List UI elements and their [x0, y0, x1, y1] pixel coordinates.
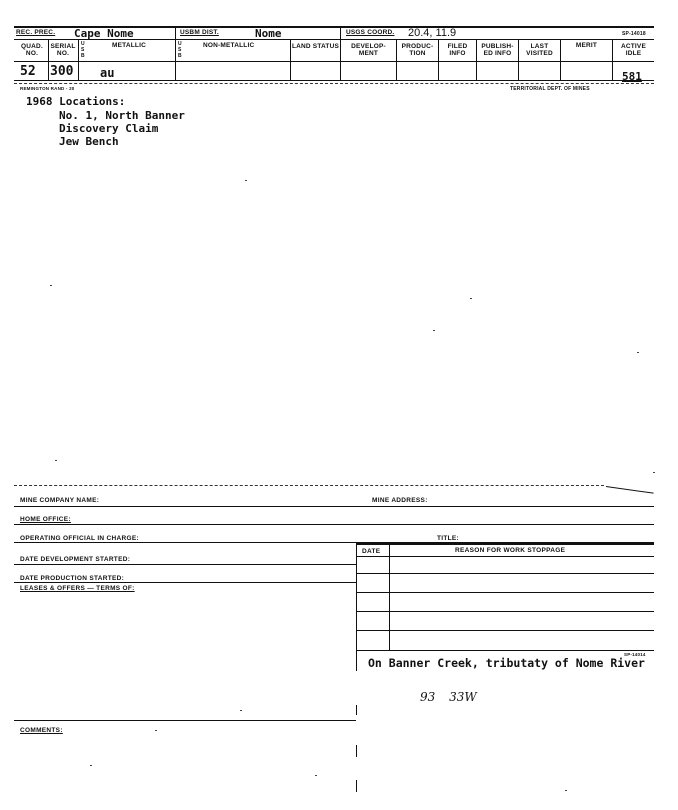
table-date-divider	[389, 543, 390, 651]
rule	[356, 543, 654, 545]
label-date-development-started: DATE DEVELOPMENT STARTED:	[20, 556, 131, 563]
divider	[78, 40, 79, 80]
col-land-status: LAND STATUS	[291, 43, 340, 50]
col-development: DEVELOP- MENT	[351, 43, 386, 57]
col-production: PRODUC- TION	[401, 43, 434, 57]
usgs-coord-value: 20.4, 11.9	[408, 27, 457, 39]
col-metallic: METALLIC	[112, 42, 146, 49]
locations-heading: 1968 Locations:	[26, 95, 126, 108]
columns-bottom-rule	[14, 61, 654, 62]
form-id-bottom: SP-14014	[624, 652, 646, 657]
speck	[155, 730, 157, 731]
table-left-border	[356, 543, 357, 671]
record-metallic: au	[100, 66, 115, 80]
rule	[14, 582, 356, 583]
footer-right-text: TERRITORIAL DEPT. OF MINES	[510, 86, 590, 92]
label-comments: COMMENTS:	[20, 727, 63, 734]
speck	[240, 710, 242, 711]
col-usb-prefix: U S B	[81, 41, 85, 59]
table-row-rule	[356, 611, 654, 612]
col-filed-info: FILED INFO	[447, 43, 468, 57]
table-row-rule	[356, 650, 654, 651]
col-active-idle: ACTIVE IDLE	[620, 43, 647, 57]
col-last-visited: LAST VISITED	[526, 43, 553, 57]
rec-prec-value: Cape Nome	[74, 27, 134, 40]
speck	[637, 352, 639, 353]
col-quad-no: QUAD. NO.	[21, 43, 43, 57]
speck	[315, 775, 317, 776]
speck	[50, 285, 52, 286]
col-published-info: PUBLISH- ED INFO	[481, 43, 514, 57]
speck	[470, 298, 472, 299]
table-row-rule	[356, 573, 654, 574]
record-quad-no: 52	[20, 64, 36, 79]
record-active-idle: 581	[622, 70, 642, 83]
record-bottom-rule	[14, 80, 654, 81]
speck	[433, 330, 435, 331]
table-header-rule	[356, 556, 654, 557]
record-serial-no: 300	[50, 64, 74, 79]
typed-note: On Banner Creek, tributaty of Nome River	[368, 656, 645, 670]
speck	[565, 790, 567, 791]
divider	[175, 40, 176, 80]
margin-tick	[356, 745, 357, 757]
label-mine-company-name: MINE COMPANY NAME:	[20, 497, 100, 504]
margin-tick	[356, 705, 357, 715]
usbm-dist-value: Nome	[255, 27, 282, 40]
rule	[14, 506, 654, 507]
speck	[245, 180, 247, 181]
location-item: Jew Bench	[59, 135, 119, 148]
divider	[175, 27, 176, 40]
label-title: TITLE:	[437, 535, 460, 542]
col-serial-no: SERIAL NO.	[50, 43, 76, 57]
col-reason-for-work-stoppage: REASON FOR WORK STOPPAGE	[455, 547, 566, 554]
table-row-rule	[356, 592, 654, 593]
rule	[14, 720, 356, 721]
form-dashed-rule	[14, 485, 604, 486]
label-leases-offers: LEASES & OFFERS — TERMS OF:	[20, 585, 135, 592]
label-mine-address: MINE ADDRESS:	[372, 497, 428, 504]
col-non-metallic: NON-METALLIC	[203, 42, 255, 49]
col-usb-prefix-2: U S B	[178, 41, 182, 59]
label-date-production-started: DATE PRODUCTION STARTED:	[20, 575, 125, 582]
card-dashed-rule	[14, 83, 654, 84]
label-home-office: HOME OFFICE:	[20, 516, 71, 523]
location-item: No. 1, North Banner	[59, 109, 185, 122]
table-row-rule	[356, 630, 654, 631]
usgs-coord-label: USGS COORD.	[346, 29, 395, 36]
divider	[340, 27, 341, 40]
speck	[653, 472, 655, 473]
location-item: Discovery Claim	[59, 122, 159, 135]
col-merit: MERIT	[575, 42, 598, 49]
label-operating-official: OPERATING OFFICIAL IN CHARGE:	[20, 535, 139, 542]
footer-left-text: REMINGTON RAND - 20	[20, 86, 75, 91]
form-corner-stroke	[606, 486, 654, 494]
handwritten-note: 93 33W	[420, 690, 477, 704]
rule	[14, 564, 356, 565]
form-id-top: SP-14018	[622, 31, 646, 37]
col-date: DATE	[362, 548, 381, 555]
rec-prec-label: REC. PREC.	[16, 29, 56, 36]
rule	[14, 524, 654, 525]
speck	[55, 460, 57, 461]
speck	[90, 765, 92, 766]
usbm-dist-label: USBM DIST.	[180, 29, 219, 36]
margin-tick	[356, 780, 357, 792]
